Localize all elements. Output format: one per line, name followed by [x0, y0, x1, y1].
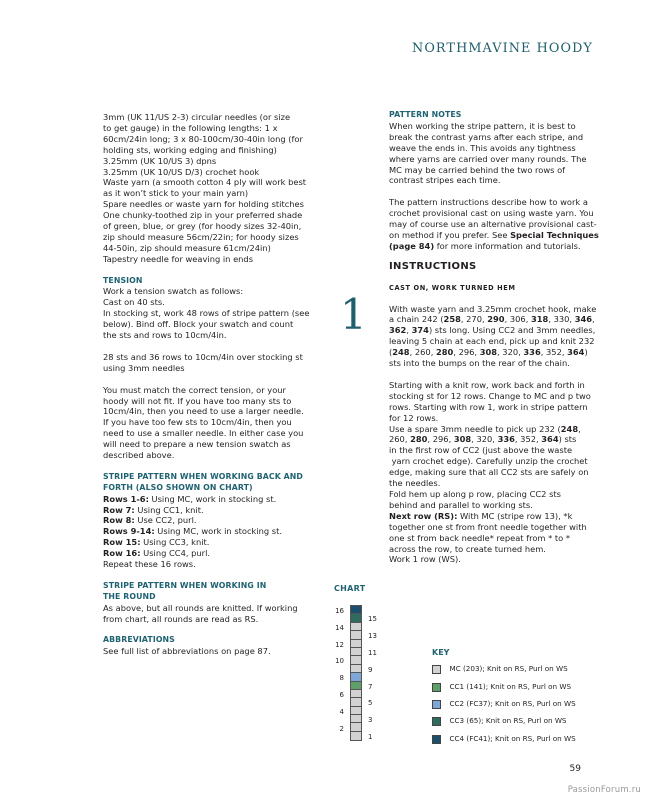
chart-row-12	[351, 640, 361, 648]
text: Use a spare 3mm needle to pick up 232 (	[389, 423, 561, 434]
stripe-round-line: As above, but all rounds are knitted. If working	[103, 602, 298, 613]
stripe-row	[103, 505, 308, 516]
cast-on-line	[389, 325, 594, 336]
abbreviations-line: See full list of abbreviations on page 87.	[103, 646, 271, 657]
stripe-row	[103, 494, 308, 505]
page-number: 59	[569, 764, 581, 774]
chart-row-label: 6	[339, 691, 344, 699]
text: ,	[406, 325, 412, 336]
tension-advice-line: hoody will not fit. If you have too many sts to	[103, 395, 292, 406]
chart-row-label: 9	[368, 665, 373, 674]
instructions-title: INSTRUCTIONS	[389, 260, 477, 272]
size-count: 248	[392, 347, 410, 358]
chart-row-13	[351, 631, 361, 639]
chart-row-label: 16	[335, 607, 344, 615]
materials-line: 44-50in, zip should measure 61cm/24in)	[103, 242, 271, 253]
chart-row-16	[351, 606, 361, 614]
tension-advice-line: will need to prepare a new tension swatch as	[103, 439, 291, 450]
chart-row-label: 10	[335, 657, 344, 666]
tension-advice-line: If you have too few sts to 10cm/4in, then you	[103, 417, 292, 428]
size-count: 248	[560, 423, 579, 434]
materials-line: holding sts, working edging and finishing)	[103, 144, 277, 155]
cast-on-line	[389, 347, 594, 358]
stripe-row-label: Row 16:	[103, 548, 141, 559]
chart-row-label: 14	[335, 623, 344, 632]
size-count: 346	[574, 314, 593, 325]
pattern-notes-text: on method if you prefer. See	[389, 229, 511, 240]
chart-row-15	[351, 614, 361, 622]
abbreviations-heading: ABBREVIATIONS	[103, 635, 175, 645]
text: With MC (stripe row 13), *k	[457, 510, 573, 521]
hem-line: in the first row of CC2 (just above the waste	[389, 445, 573, 456]
tension-advice-line: need to use a smaller needle. In either case you	[103, 428, 304, 439]
stripe-row-label: Row 15:	[103, 537, 141, 548]
text: , 352,	[514, 434, 542, 445]
materials-line: of green, blue, or grey (for hoody sizes 32-40in,	[103, 221, 302, 232]
hem-line: stocking st for 12 rows. Change to MC and p two	[389, 390, 591, 401]
chart-row-2	[351, 723, 361, 731]
hem-line: the needles.	[389, 478, 441, 489]
pattern-notes-line: may of course use an alternative provisional cast-	[389, 219, 597, 230]
stripe-row-label: Row 7:	[103, 504, 135, 515]
running-title: NORTHMAVINE HOODY	[412, 41, 593, 56]
stripe-row	[103, 515, 308, 526]
stripe-row-label: Rows 9-14:	[103, 526, 155, 537]
pattern-notes-line: break the contrast yarns after each stripe, and	[389, 131, 584, 142]
chart-row-label: 2	[339, 724, 344, 733]
pattern-notes-line: where yarns are carried over many rounds. The	[389, 153, 587, 164]
chart-row-11	[351, 648, 361, 656]
tension-gauge-line: using 3mm needles	[103, 362, 185, 373]
stripe-row-label: Row 8:	[103, 515, 135, 526]
key-item-cc1	[432, 682, 571, 693]
chart-row-6	[351, 690, 361, 698]
chart-row-1	[351, 732, 361, 740]
chart-row-7	[351, 682, 361, 690]
hem-line: Fold hem up along p row, placing CC2 sts	[389, 488, 561, 499]
hem-line	[389, 424, 594, 435]
hem-line: behind and parallel to working sts.	[389, 499, 533, 510]
tension-line: Cast on 40 sts.	[103, 297, 165, 308]
tension-advice-line: 10cm/4in, then you need to use a larger needle.	[103, 406, 304, 417]
tension-gauge-line: 28 sts and 36 rows to 10cm/4in over stocking st	[103, 351, 303, 362]
text: )	[584, 347, 588, 358]
text: ,	[578, 423, 581, 434]
key-label: MC (203); Knit on RS, Purl on WS	[449, 664, 568, 674]
chart-row-label: 12	[335, 640, 344, 649]
text: a chain 242 (	[389, 314, 444, 325]
size-count: 336	[497, 434, 515, 445]
chart-row-10	[351, 656, 361, 664]
size-count: 374	[411, 325, 429, 336]
pattern-notes-line	[389, 241, 594, 252]
materials-line: One chunky-toothed zip in your preferred shade	[103, 210, 303, 221]
text: 260,	[389, 434, 411, 445]
chart-row-label: 15	[368, 615, 377, 624]
pattern-notes-line: crochet provisional cast on using waste yarn. You	[389, 208, 594, 219]
pattern-notes-heading: PATTERN NOTES	[389, 110, 462, 119]
text: ) sts	[558, 434, 577, 445]
cast-on-line	[389, 314, 594, 325]
hem-line: together one st from front needle together with	[389, 521, 587, 532]
tension-advice-line: You must match the correct tension, or your	[103, 384, 286, 395]
hem-line: edge, making sure that all CC2 sts are safely on	[389, 467, 589, 478]
chart-row-8	[351, 673, 361, 681]
pattern-notes-line: The pattern instructions describe how to work a	[389, 197, 588, 208]
color-swatch	[432, 735, 441, 744]
stripe-row-text: Using CC4, purl.	[140, 548, 211, 559]
stripe-round-heading: THE ROUND	[103, 591, 156, 601]
stripe-flat-heading: STRIPE PATTERN WHEN WORKING BACK AND	[103, 471, 303, 481]
stripe-repeat: Repeat these 16 rows.	[103, 559, 196, 570]
tension-heading: TENSION	[103, 275, 143, 285]
pattern-notes-line: contrast stripes each time.	[389, 175, 501, 186]
text: , 306,	[504, 314, 531, 325]
tension-line: In stocking st, work 48 rows of stripe pattern (see	[103, 308, 310, 319]
chart-row-label: 5	[368, 699, 373, 708]
materials-line: Tapestry needle for weaving in ends	[103, 253, 254, 264]
tension-line: the sts and rows to 10cm/4in.	[103, 330, 227, 341]
hem-line: across the row, to create turned hem.	[389, 543, 546, 554]
hem-line	[389, 434, 594, 445]
stripe-row-text: Use CC2, purl.	[134, 515, 197, 526]
materials-line: Spare needles or waste yarn for holding stitches	[103, 199, 304, 210]
size-count: 258	[443, 314, 461, 325]
hem-line: yarn crochet edge). Carefully unzip the crochet	[389, 456, 588, 467]
tension-advice-line: described above.	[103, 450, 175, 461]
materials-line: 3.25mm (UK 10/US 3) dpns	[103, 155, 217, 166]
text: ) sts long. Using CC2 and 3mm needles,	[428, 325, 596, 336]
key-label: CC3 (65); Knit on RS, Purl on WS	[449, 716, 567, 726]
hem-line	[389, 511, 594, 522]
stripe-round-heading: STRIPE PATTERN WHEN WORKING IN	[103, 580, 267, 590]
size-count: 362	[389, 325, 407, 336]
text: , 296,	[427, 434, 454, 445]
text: ,	[592, 314, 595, 325]
special-techniques-link: Special Techniques	[510, 229, 599, 240]
text: , 296,	[453, 347, 480, 358]
tension-line: Work a tension swatch as follows:	[103, 286, 244, 297]
key-label: CC2 (FC37); Knit on RS, Purl on WS	[449, 699, 576, 709]
stripe-row	[103, 537, 308, 548]
chart-row-label: 13	[368, 632, 377, 641]
stripe-round-line: from chart, all rounds are read as RS.	[103, 613, 259, 624]
color-swatch	[432, 700, 441, 709]
hem-line: for 12 rows.	[389, 412, 439, 423]
step-number: 1	[340, 290, 367, 339]
chart-row-5	[351, 698, 361, 706]
key-item-mc	[432, 664, 568, 675]
pattern-notes-text: for more information and tutorials.	[434, 240, 581, 251]
chart-title: CHART	[334, 584, 366, 593]
key-title: KEY	[432, 648, 450, 657]
chart-row-4	[351, 707, 361, 715]
color-swatch	[432, 665, 441, 674]
chart-row-3	[351, 715, 361, 723]
pattern-notes-line	[389, 229, 599, 241]
materials-line: 3.25mm (UK 10/US D/3) crochet hook	[103, 166, 260, 177]
materials-line: to get gauge) in the following lengths: 1 x	[103, 122, 278, 133]
right-column	[389, 110, 599, 565]
stripe-row	[103, 526, 308, 537]
text: , 320,	[471, 434, 498, 445]
stripe-row-text: Using MC, work in stocking st.	[154, 526, 283, 537]
size-count: 290	[487, 314, 505, 325]
size-count: 336	[523, 347, 541, 358]
stripe-row-label: Rows 1-6:	[103, 493, 149, 504]
watermark: PassionForum.ru	[567, 785, 641, 795]
cast-on-line: leaving 5 chain at each end, pick up and knit 232	[389, 336, 595, 347]
size-count: 280	[435, 347, 454, 358]
chart-row-9	[351, 665, 361, 673]
chart-row-label: 4	[339, 707, 344, 716]
pattern-notes-line: When working the stripe pattern, it is best to	[389, 120, 576, 131]
hem-line: rows. Starting with row 1, work in stripe pattern	[389, 401, 588, 412]
key-item-cc3	[432, 716, 567, 727]
step-subhead: CAST ON, WORK TURNED HEM	[389, 283, 516, 292]
chart-row-label: 7	[368, 682, 373, 691]
key-label: CC4 (FC41); Knit on RS, Purl on WS	[449, 734, 576, 744]
text: , 352,	[540, 347, 568, 358]
stripe-row-text: Using CC1, knit.	[134, 504, 204, 515]
tension-line: below). Bind off. Block your swatch and count	[103, 319, 294, 330]
stripe-row	[103, 548, 308, 559]
cast-on-line: sts into the bumps on the rear of the chain.	[389, 358, 570, 369]
key-item-cc4	[432, 734, 576, 745]
stripe-row-text: Using MC, work in stocking st.	[148, 493, 277, 504]
cast-on-line: With waste yarn and 3.25mm crochet hook, make	[389, 303, 597, 314]
size-count: 280	[410, 434, 428, 445]
materials-list	[103, 112, 308, 265]
text: , 260,	[409, 347, 436, 358]
text: , 330,	[548, 314, 575, 325]
left-column	[103, 112, 308, 657]
size-count: 308	[453, 434, 472, 445]
materials-line: 60cm/24in long; 3 x 80-100cm/30-40in long (for	[103, 133, 303, 144]
key-item-cc2	[432, 699, 576, 710]
size-count: 364	[541, 434, 559, 445]
pattern-notes-line: weave the ends in. This avoids any tightness	[389, 142, 576, 153]
size-count: 308	[479, 347, 498, 358]
key-label: CC1 (141); Knit on RS, Purl on WS	[449, 682, 572, 692]
hem-line: Starting with a knit row, work back and forth in	[389, 379, 585, 390]
chart-row-label: 11	[368, 649, 377, 657]
text: (	[389, 347, 393, 358]
color-swatch	[432, 717, 441, 726]
materials-line: Waste yarn (a smooth cotton 4 ply will work best	[103, 177, 307, 188]
hem-line: one st from back needle* repeat from * to *	[389, 532, 571, 543]
special-techniques-page: (page 84)	[389, 240, 435, 251]
materials-line: as it won’t stick to your main yarn)	[103, 188, 249, 199]
stripe-chart	[350, 605, 362, 741]
size-count: 318	[530, 314, 549, 325]
materials-line: 3mm (UK 11/US 2-3) circular needles (or size	[103, 112, 291, 122]
stripe-row-text: Using CC3, knit.	[140, 537, 210, 548]
text: , 270,	[460, 314, 488, 325]
text: , 320,	[497, 347, 524, 358]
hem-line: Work 1 row (WS).	[389, 554, 461, 565]
pattern-notes-line: MC may be carried behind the two rows of	[389, 164, 566, 175]
chart-row-label: 1	[368, 733, 373, 741]
chart-row-14	[351, 623, 361, 631]
color-swatch	[432, 683, 441, 692]
materials-line: zip should measure 56cm/22in; for hoody sizes	[103, 231, 299, 242]
size-count: 364	[567, 347, 585, 358]
next-row-label: Next row (RS):	[389, 510, 458, 521]
chart-row-label: 3	[368, 716, 373, 725]
stripe-flat-heading: FORTH (ALSO SHOWN ON CHART)	[103, 482, 253, 492]
chart-row-label: 8	[339, 674, 344, 683]
